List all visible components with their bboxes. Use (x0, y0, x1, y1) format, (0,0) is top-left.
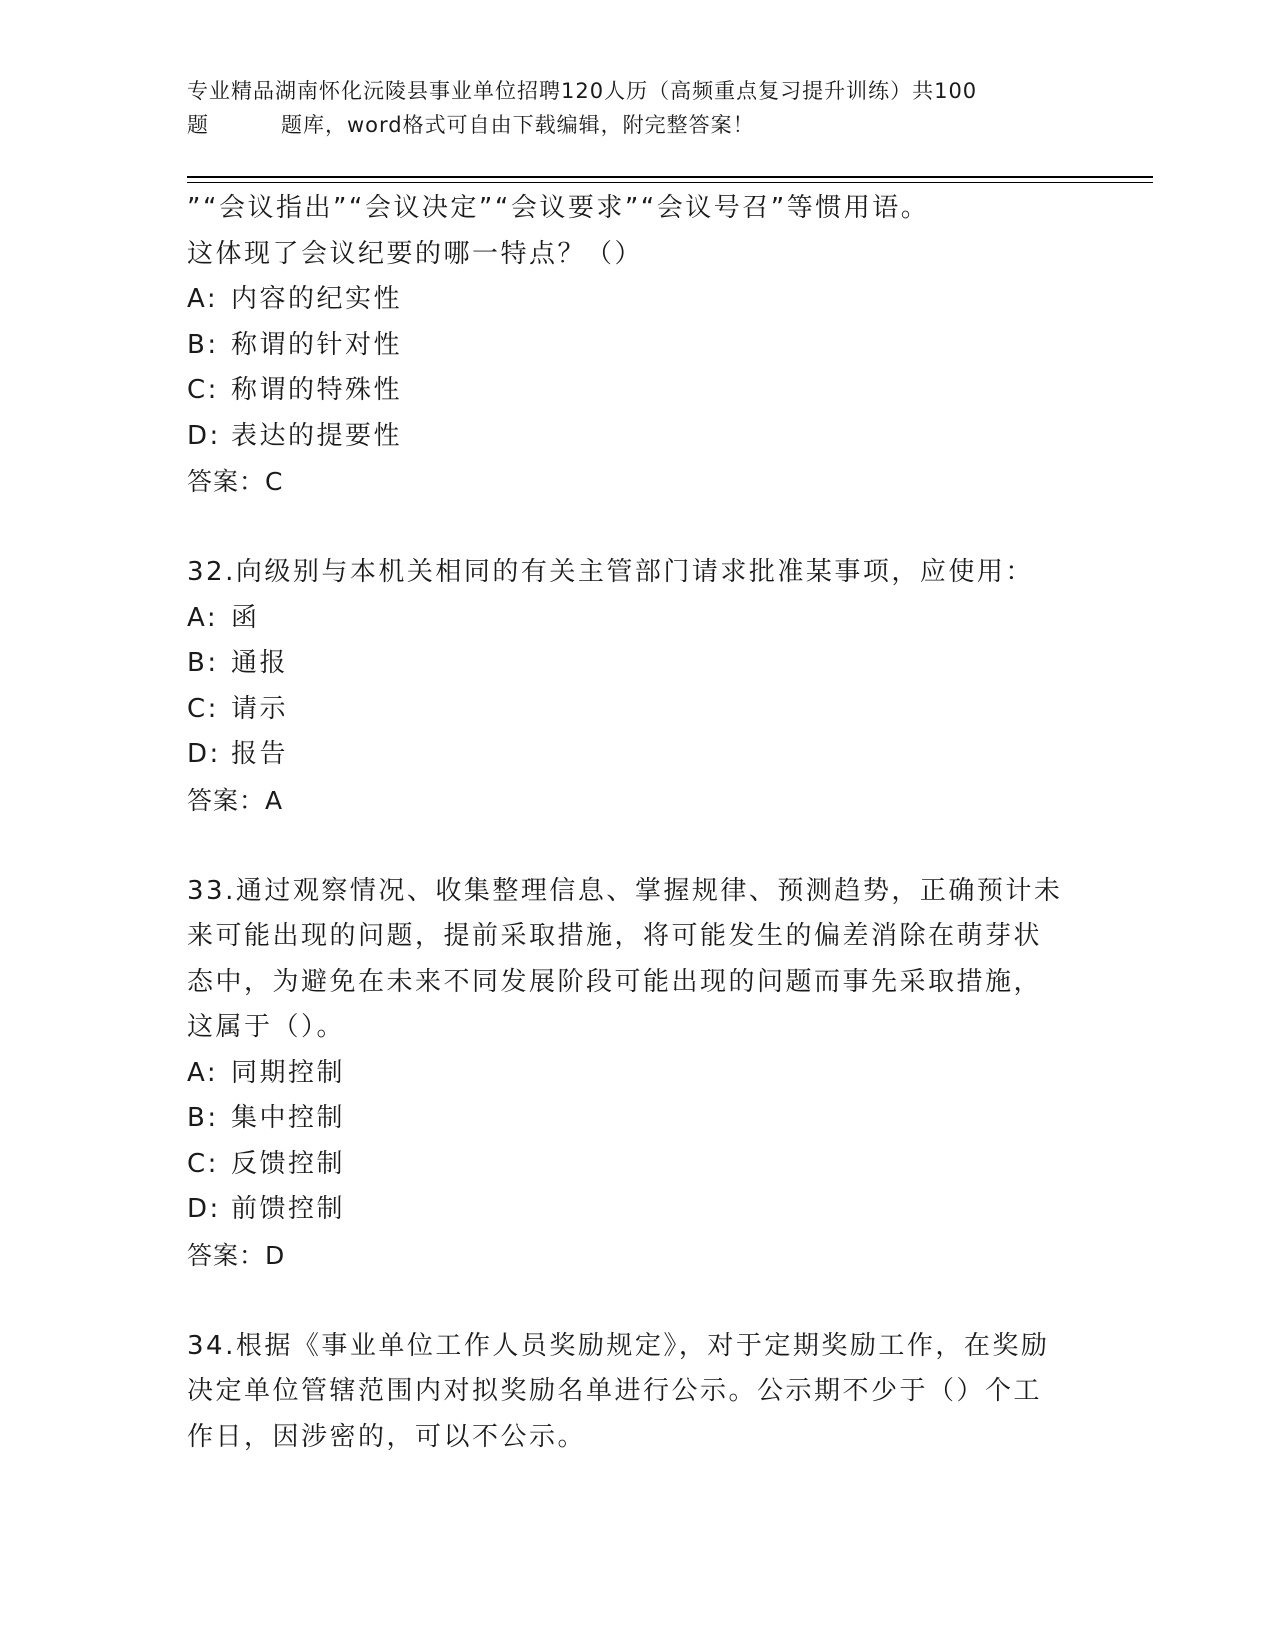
question-31 (187, 186, 1087, 505)
option-d (187, 732, 1087, 778)
header-line-2 (187, 108, 1087, 142)
page-header (187, 74, 1087, 142)
option-text: 通报 (231, 648, 289, 678)
option-d (187, 1187, 1087, 1233)
option-a (187, 1051, 1087, 1097)
option-letter: C: (187, 1148, 219, 1179)
option-text: 表达的提要性 (231, 420, 403, 451)
question-33 (187, 869, 1087, 1279)
header-line-2-start: 题 (187, 113, 209, 137)
answer-label: 答案：C (187, 467, 284, 496)
question-text-line: 作日，因涉密的，可以不公示。 (187, 1421, 587, 1452)
question-text-line: 34.根据《事业单位工作人员奖励规定》，对于定期奖励工作，在奖励 (187, 1330, 1050, 1361)
question-text-line: 这体现了会议纪要的哪一特点？（） (187, 238, 644, 269)
option-letter: D: (187, 1194, 221, 1224)
option-letter: A: (187, 284, 219, 314)
question-text-line: ”“会议指出”“会议决定”“会议要求”“会议号召”等惯用语。 (187, 193, 930, 223)
option-a (187, 596, 1087, 642)
option-b (187, 323, 1087, 369)
option-letter: B: (187, 1103, 219, 1133)
question-text-line: 33.通过观察情况、收集整理信息、掌握规律、预测趋势，正确预计未 (187, 875, 1063, 906)
option-letter: A: (187, 602, 219, 633)
option-text: 报告 (231, 739, 289, 769)
header-divider-thin (187, 182, 1153, 183)
question-text-line: 这属于（）。 (187, 1012, 346, 1042)
question-text-line: 态中，为避免在未来不同发展阶段可能出现的问题而事先采取措施， (187, 966, 1043, 997)
header-line-2-end: 题库，word格式可自由下载编辑，附完整答案！ (281, 113, 755, 137)
option-letter: C: (187, 375, 219, 405)
header-line-1: 专业精品湖南怀化沅陵县事业单位招聘120人历（高频重点复习提升训练）共100 (187, 79, 978, 103)
option-c (187, 1142, 1087, 1188)
option-letter: D: (187, 739, 221, 769)
option-text: 同期控制 (231, 1057, 346, 1088)
answer-label: 答案：D (187, 1240, 286, 1270)
option-c (187, 687, 1087, 733)
option-letter: B: (187, 329, 219, 360)
option-text: 反馈控制 (231, 1148, 346, 1179)
question-content (187, 186, 1087, 1460)
option-b (187, 641, 1087, 687)
answer-label: 答案：A (187, 785, 284, 815)
option-d (187, 414, 1087, 460)
option-letter: A: (187, 1057, 219, 1088)
option-text: 称谓的针对性 (231, 329, 403, 360)
option-text: 集中控制 (231, 1103, 346, 1133)
option-b (187, 1096, 1087, 1142)
option-text: 请示 (231, 693, 289, 724)
option-text: 内容的纪实性 (231, 284, 403, 314)
question-text-line: 来可能出现的问题，提前采取措施，将可能发生的偏差消除在萌芽状 (187, 921, 1043, 951)
header-divider-thick (187, 176, 1153, 178)
option-text: 称谓的特殊性 (231, 375, 403, 405)
question-text-line: 决定单位管辖范围内对拟奖励名单进行公示。公示期不少于（）个工 (187, 1376, 1043, 1406)
option-letter: D: (187, 420, 221, 451)
option-letter: B: (187, 648, 219, 678)
option-a (187, 277, 1087, 323)
option-c (187, 368, 1087, 414)
question-32 (187, 550, 1087, 823)
option-text: 函 (231, 602, 260, 633)
option-letter: C: (187, 693, 219, 724)
question-34 (187, 1324, 1087, 1461)
question-text-line: 32.向级别与本机关相同的有关主管部门请求批准某事项，应使用： (187, 557, 1034, 587)
option-text: 前馈控制 (231, 1194, 346, 1224)
